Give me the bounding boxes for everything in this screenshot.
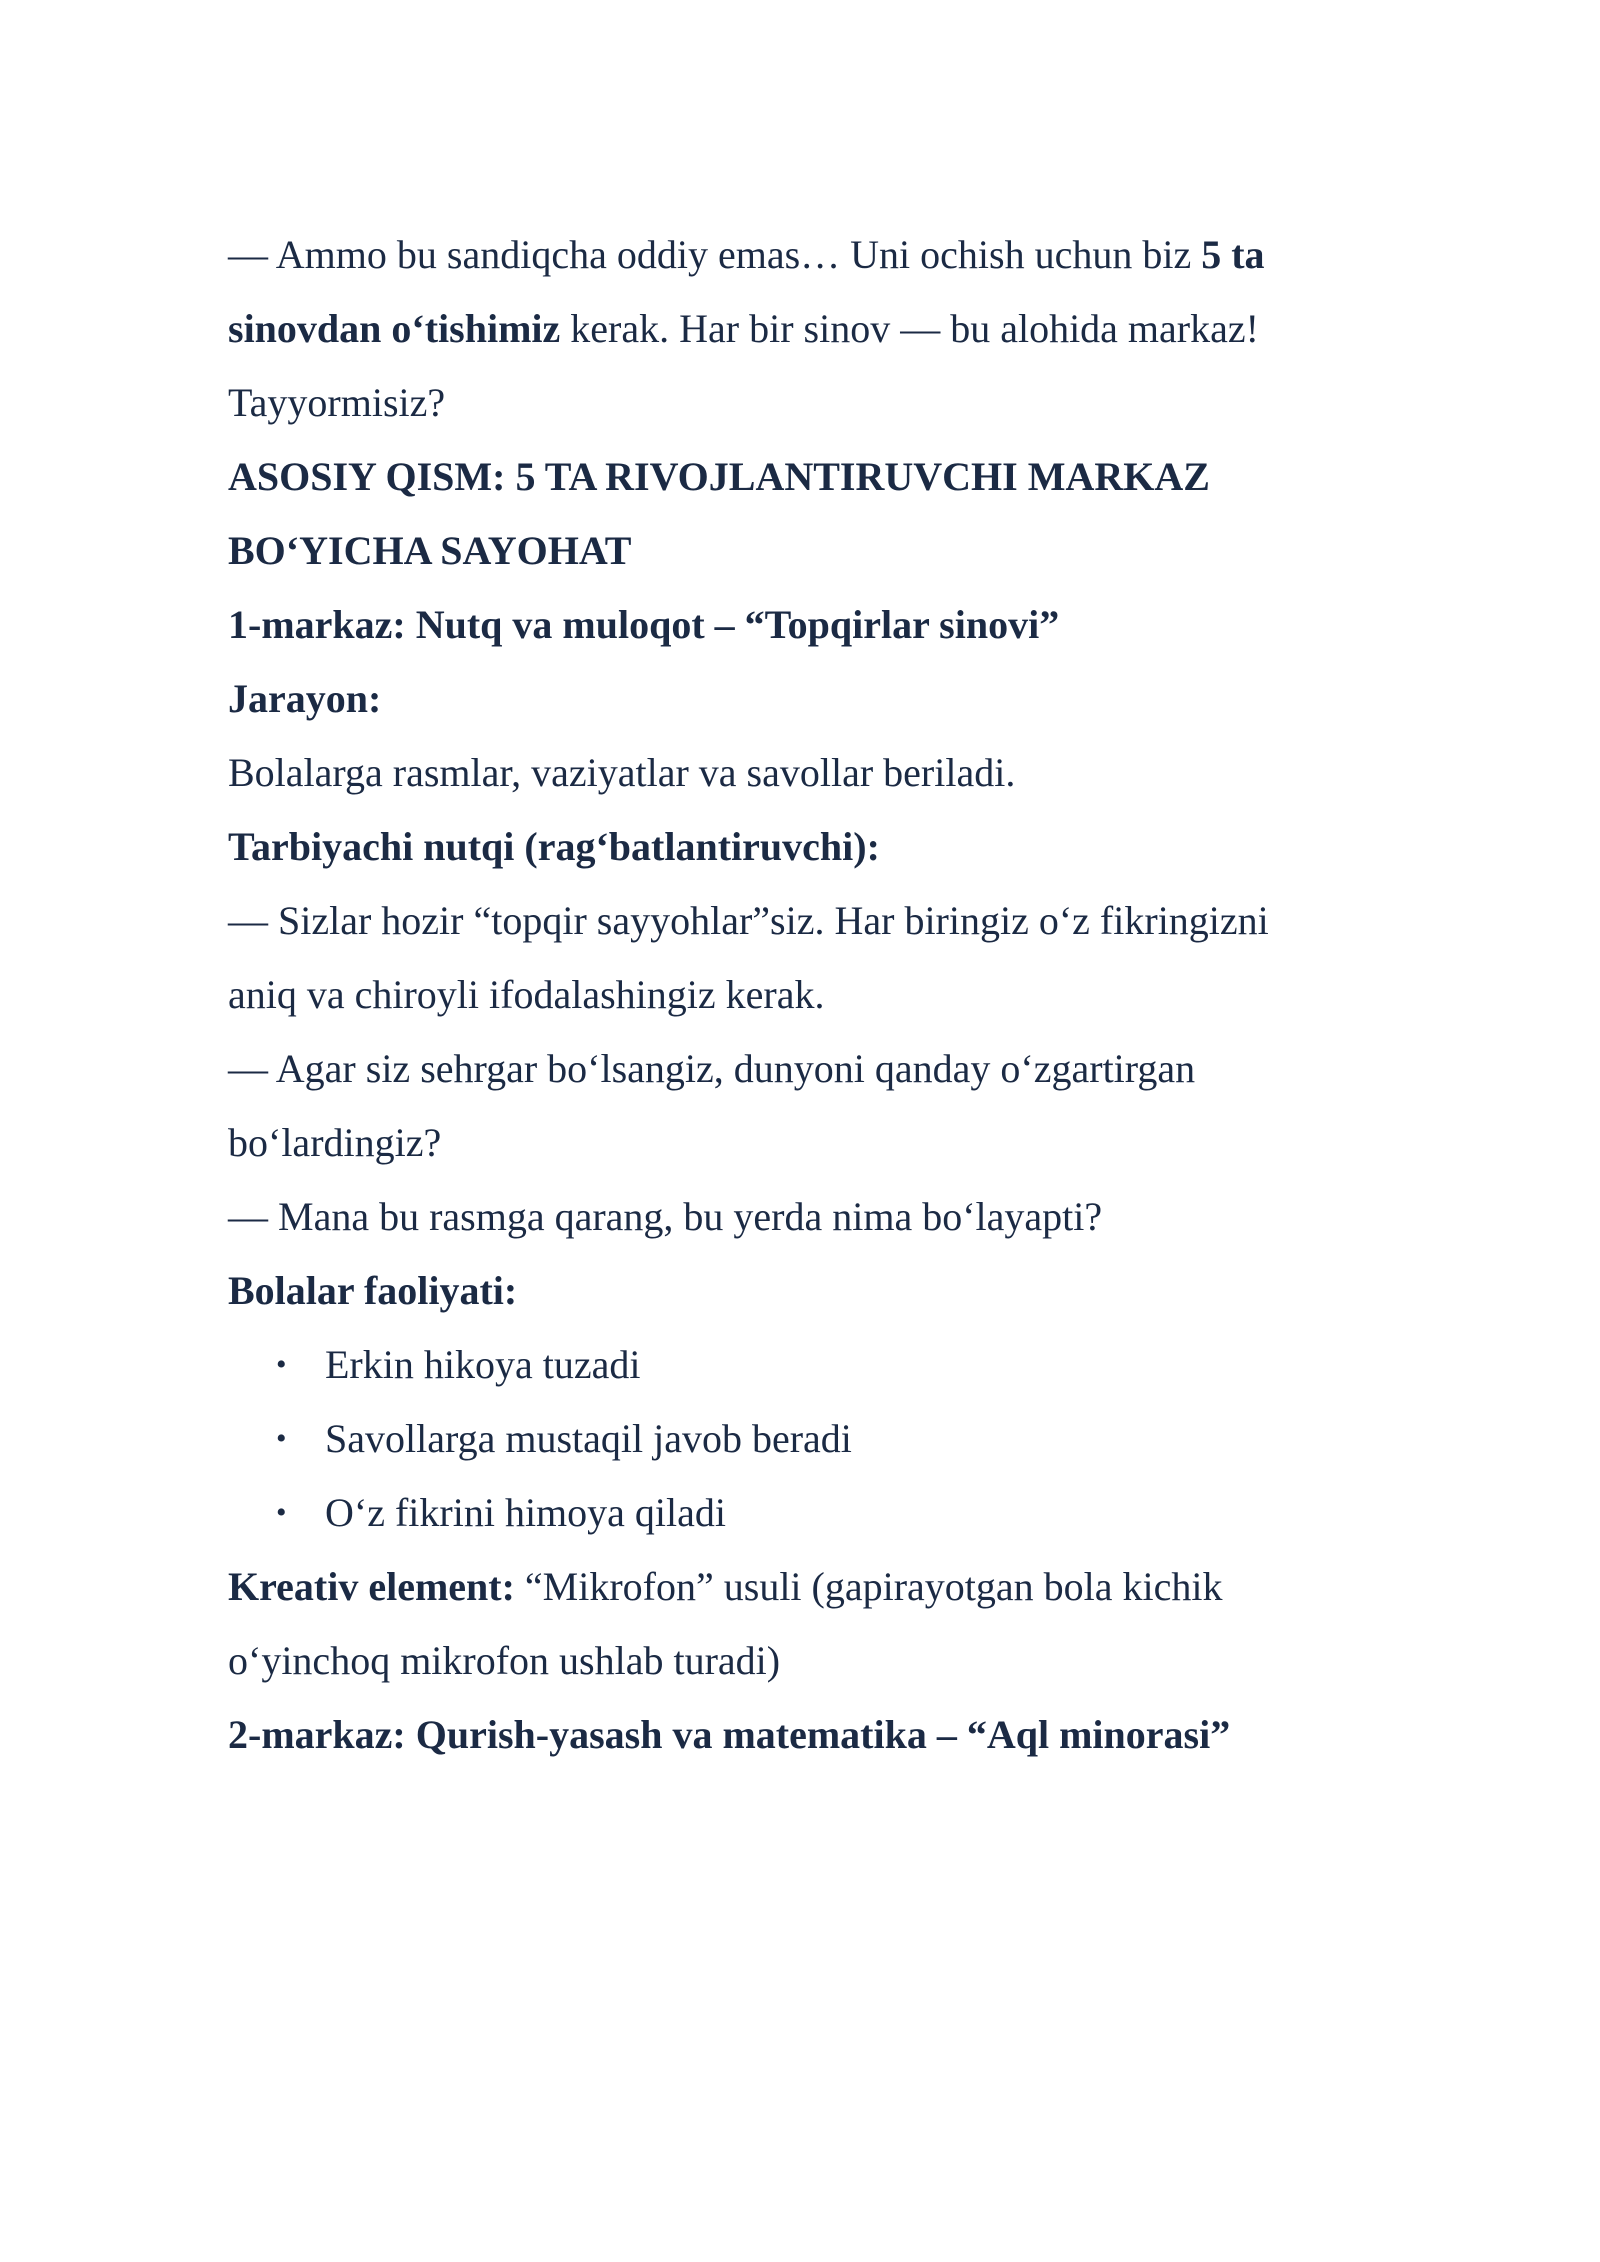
list-item-text: Savollarga mustaqil javob beradi bbox=[325, 1416, 852, 1461]
intro-line-1 bbox=[228, 218, 1378, 292]
intro-bold-text: 5 ta bbox=[1201, 232, 1265, 277]
teacher-question-2-line-2: bo‘lardingiz? bbox=[228, 1120, 442, 1165]
creative-label: Kreativ element: bbox=[228, 1564, 515, 1609]
teacher-question-3: — Mana bu rasmga qarang, bu yerda nima bo‘layapti? bbox=[228, 1194, 1103, 1239]
activity-list bbox=[228, 1328, 1378, 1550]
list-item bbox=[228, 1476, 1378, 1550]
document-page bbox=[228, 218, 1378, 1772]
teacher-question-1-line-1: — Sizlar hozir “topqir sayyohlar”siz. Har biringiz o‘z fikringizni bbox=[228, 898, 1269, 943]
creative-text: “Mikrofon” usuli (gapirayotgan bola kichik bbox=[514, 1564, 1223, 1609]
teacher-question-2-line-1: — Agar siz sehrgar bo‘lsangiz, dunyoni qanday o‘zgartirgan bbox=[228, 1046, 1196, 1091]
intro-text: kerak. Har bir sinov — bu alohida markaz! bbox=[560, 306, 1259, 351]
activity-label: Bolalar faoliyati: bbox=[228, 1268, 518, 1313]
section-title-line-1: ASOSIY QISM: 5 TA RIVOJLANTIRUVCHI MARKAZ bbox=[228, 454, 1210, 499]
list-item bbox=[228, 1402, 1378, 1476]
list-item-text: Erkin hikoya tuzadi bbox=[325, 1342, 641, 1387]
bullet-icon: • bbox=[276, 1422, 287, 1455]
teacher-question-1-line-2: aniq va chiroyli ifodalashingiz kerak. bbox=[228, 972, 825, 1017]
intro-line-2 bbox=[228, 292, 1378, 366]
bullet-icon: • bbox=[276, 1348, 287, 1381]
section-title-line-2: BO‘YICHA SAYOHAT bbox=[228, 528, 632, 573]
creative-line-2: o‘yinchoq mikrofon ushlab turadi) bbox=[228, 1638, 781, 1683]
center1-heading: 1-markaz: Nutq va muloqot – “Topqirlar sinovi” bbox=[228, 602, 1060, 647]
intro-text: — Ammo bu sandiqcha oddiy emas… Uni ochish uchun biz bbox=[228, 232, 1202, 277]
center2-heading: 2-markaz: Qurish-yasash va matematika – “Aql minorasi” bbox=[228, 1712, 1231, 1757]
process-text: Bolalarga rasmlar, vaziyatlar va savollar beriladi. bbox=[228, 750, 1016, 795]
list-item-text: O‘z fikrini himoya qiladi bbox=[325, 1490, 727, 1535]
bullet-icon: • bbox=[276, 1496, 287, 1529]
intro-bold-text: sinovdan o‘tishimiz bbox=[228, 306, 561, 351]
process-label: Jarayon: bbox=[228, 676, 382, 721]
intro-line-3: Tayyormisiz? bbox=[228, 380, 446, 425]
list-item bbox=[228, 1328, 1378, 1402]
teacher-speech-label: Tarbiyachi nutqi (rag‘batlantiruvchi): bbox=[228, 824, 880, 869]
creative-line-1 bbox=[228, 1550, 1378, 1624]
